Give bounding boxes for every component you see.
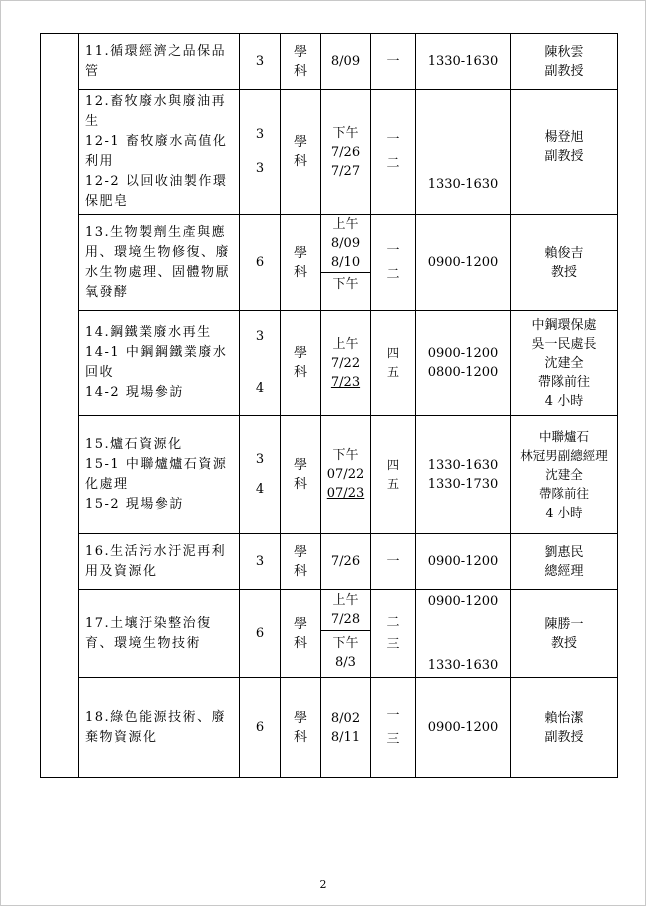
table-row — [41, 590, 618, 678]
course-name: 13.生物製劑生產與應用、環境生物修復、廢水生物處理、固體物厭氧發酵 — [79, 215, 240, 311]
table-row — [41, 215, 618, 311]
course-type: 學 科 — [281, 90, 321, 215]
date: 上午 7/28 下午 8/3 — [321, 590, 371, 678]
weekday: 一 二 — [371, 215, 416, 311]
weekday: 一 三 — [371, 678, 416, 778]
time: 0900-1200 1330-1630 — [416, 590, 511, 678]
table-row — [41, 90, 618, 215]
course-name: 11.循環經濟之品保品管 — [79, 34, 240, 90]
course-name: 17.土壤汙染整治復育、環境生物技術 — [79, 590, 240, 678]
course-type: 學 科 — [281, 590, 321, 678]
course-type: 學 科 — [281, 534, 321, 590]
time: 0900-1200 — [416, 534, 511, 590]
hours: 3 4 — [240, 311, 281, 416]
instructor: 賴俊吉 教授 — [511, 215, 618, 311]
date: 8/09 — [321, 34, 371, 90]
weekday: 一 二 — [371, 90, 416, 215]
course-name: 12.畜牧廢水與廢油再生 12-1 畜牧廢水高值化利用 12-2 以回收油製作環保肥皂 — [79, 90, 240, 215]
date: 8/02 8/11 — [321, 678, 371, 778]
table-row — [41, 416, 618, 534]
date: 下午 7/26 7/27 — [321, 90, 371, 215]
course-name: 16.生活污水汙泥再利用及資源化 — [79, 534, 240, 590]
weekday: 二 三 — [371, 590, 416, 678]
hours: 3 4 — [240, 416, 281, 534]
table-row — [41, 534, 618, 590]
instructor: 賴怡潔 副教授 — [511, 678, 618, 778]
hours: 3 — [240, 534, 281, 590]
course-type: 學 科 — [281, 416, 321, 534]
weekday: 四 五 — [371, 416, 416, 534]
date: 下午 07/22 07/23 — [321, 416, 371, 534]
instructor: 劉惠民 總經理 — [511, 534, 618, 590]
weekday: 一 — [371, 34, 416, 90]
instructor: 陳秋雲 副教授 — [511, 34, 618, 90]
hours: 6 — [240, 215, 281, 311]
time: 0900-1200 0800-1200 — [416, 311, 511, 416]
course-type: 學 科 — [281, 34, 321, 90]
date: 上午 7/22 7/23 — [321, 311, 371, 416]
time: 1330-1630 1330-1730 — [416, 416, 511, 534]
course-type: 學 科 — [281, 311, 321, 416]
time: 0900-1200 — [416, 678, 511, 778]
weekday: 四 五 — [371, 311, 416, 416]
course-type: 學 科 — [281, 215, 321, 311]
table-row — [41, 34, 618, 90]
time: 1330-1630 — [416, 90, 511, 215]
instructor: 中鋼環保處 吳一民處長 沈建全 帶隊前往 4 小時 — [511, 311, 618, 416]
instructor: 楊登旭 副教授 — [511, 90, 618, 215]
table-row — [41, 311, 618, 416]
page-number: 2 — [319, 878, 327, 891]
time: 0900-1200 — [416, 215, 511, 311]
instructor: 中聯爐石 林冠男副總經理 沈建全 帶隊前往 4 小時 — [511, 416, 618, 534]
course-type: 學 科 — [281, 678, 321, 778]
hours: 3 3 — [240, 90, 281, 215]
course-name: 14.鋼鐵業廢水再生 14-1 中鋼鋼鐵業廢水回收 14-2 現場參訪 — [79, 311, 240, 416]
weekday: 一 — [371, 534, 416, 590]
course-schedule-table — [40, 33, 618, 778]
time: 1330-1630 — [416, 34, 511, 90]
date: 上午 8/09 8/10 下午 — [321, 215, 371, 311]
hours: 6 — [240, 678, 281, 778]
blank-first-column — [41, 34, 79, 778]
hours: 3 — [240, 34, 281, 90]
course-name: 15.爐石資源化 15-1 中聯爐爐石資源化處理 15-2 現場參訪 — [79, 416, 240, 534]
date: 7/26 — [321, 534, 371, 590]
instructor: 陳勝一 教授 — [511, 590, 618, 678]
hours: 6 — [240, 590, 281, 678]
table-row — [41, 678, 618, 778]
course-name: 18.綠色能源技術、廢棄物資源化 — [79, 678, 240, 778]
